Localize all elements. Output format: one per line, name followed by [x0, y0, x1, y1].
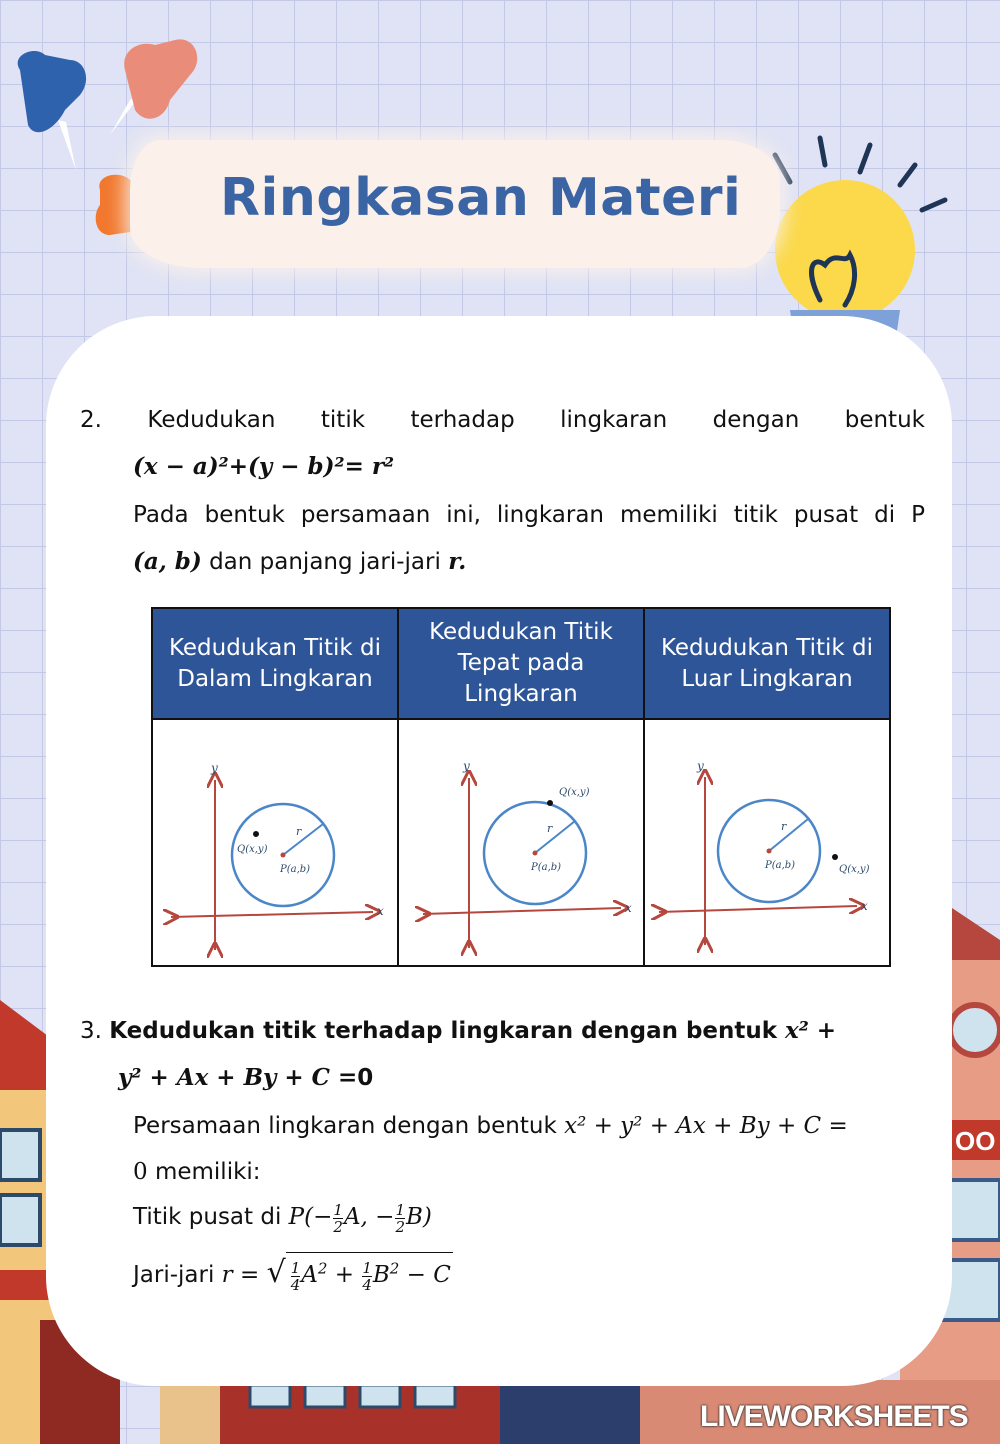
item3-heading: 3. Kedudukan titik terhadap lingkaran dengan bentuk x² + [80, 1017, 837, 1044]
center-point [767, 849, 772, 854]
liveworksheets-logo: LIVEWORKSHEETS [700, 1400, 968, 1433]
point-label: Q(x,y) [839, 864, 870, 875]
center-label: P(a,b) [280, 864, 311, 875]
point-q [253, 831, 259, 837]
x-label: x [377, 904, 384, 918]
radius-formula: Jari-jari r = √ $\frac{1}{4}$ $A^2$ + $\frac{1}{4}$ $B^2 - C$ [133, 1252, 453, 1295]
radius-line [535, 821, 575, 853]
pink-pin [110, 39, 197, 135]
diagram-outside [644, 719, 890, 966]
y-label: y [697, 759, 704, 773]
x-label: x [861, 899, 868, 913]
point-label: Q(x,y) [237, 844, 268, 855]
position-table [151, 607, 891, 967]
x-axis [171, 912, 373, 917]
center-point [281, 853, 286, 858]
header-outside: Kedudukan Titik di Luar Lingkaran [644, 608, 890, 719]
diagram-on [398, 719, 644, 966]
center-point [533, 851, 538, 856]
header-inside: Kedudukan Titik di Dalam Lingkaran [152, 608, 398, 719]
item3-heading-line2: y² + Ax + By + C =0 [118, 1064, 374, 1091]
point-q [832, 854, 838, 860]
item2-description: Pada bentuk persamaan ini, lingkaran memiliki titik pusat di P [133, 502, 925, 528]
radius-line [283, 824, 323, 855]
header-on: Kedudukan Titik Tepat pada Lingkaran [398, 608, 644, 719]
blue-pin [18, 51, 86, 170]
x-axis [423, 908, 621, 914]
point-label: Q(x,y) [559, 787, 590, 798]
item3-description-line2: 0 memiliki: [133, 1159, 261, 1185]
svg-text:OO: OO [955, 1126, 996, 1156]
radius-line [769, 819, 808, 851]
y-label: y [211, 761, 218, 775]
point-q [547, 800, 553, 806]
item3-description: Persamaan lingkaran dengan bentuk x² + y² + Ax + By + C = [133, 1113, 848, 1139]
radius-label: r [296, 825, 302, 838]
center-label: P(a,b) [765, 860, 796, 871]
center-formula-math: P(− $\frac{1}{2}$ A, − $\frac{1}{2}$ B) [288, 1200, 432, 1236]
x-axis [659, 906, 857, 912]
radius-formula-math: r = √ $\frac{1}{4}$ $A^2$ + $\frac{1}{4}$ $B^2 - C$ [222, 1262, 453, 1288]
y-label: y [463, 759, 470, 773]
item2-heading: 2. Kedudukan titik terhadap lingkaran dengan bentuk [80, 407, 925, 433]
radius-label: r [781, 820, 787, 833]
radius-label: r [547, 822, 553, 835]
center-label: P(a,b) [531, 862, 562, 873]
item2-equation: (x − a)²+(y − b)²= r² [133, 453, 395, 480]
item2-description-line2: (a, b) dan panjang jari-jari r. [133, 548, 467, 575]
page-title: Ringkasan Materi [220, 168, 742, 228]
diagram-inside [152, 719, 398, 966]
x-label: x [625, 901, 632, 915]
center-formula: Titik pusat di P(− $\frac{1}{2}$ A, − $\frac{1}{2}$ B) [133, 1200, 432, 1236]
